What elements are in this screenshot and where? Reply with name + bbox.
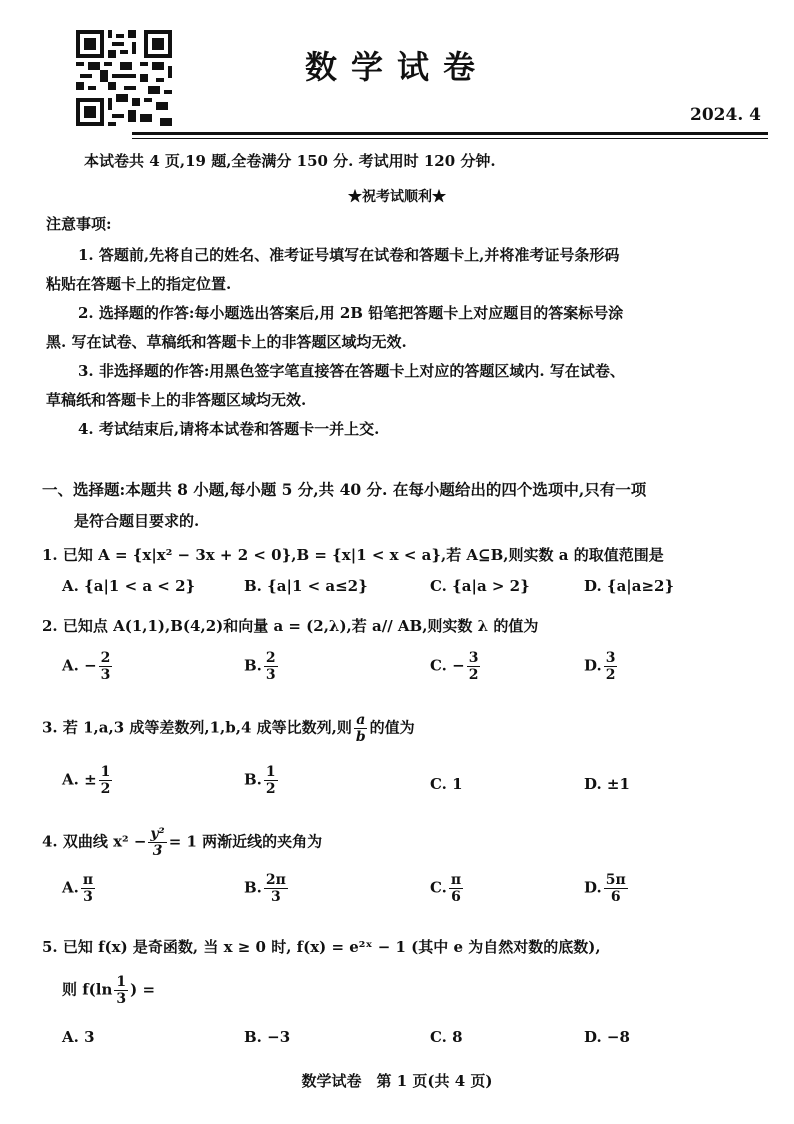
note-3-line-1: 3. 非选择题的作答:用黑色签字笔直接答在答题卡上对应的答题区域内. 写在试卷、 — [78, 362, 625, 380]
question-1-option-c: C. {a|a > 2} — [430, 577, 530, 595]
question-2-option-b: B. $\frac{2}{3}$ — [244, 650, 276, 683]
question-3-option-d: D. ±1 — [584, 775, 630, 793]
note-4: 4. 考试结束后,请将本试卷和答题卡一并上交. — [78, 420, 380, 438]
note-1-line-2: 粘贴在答题卡上的指定位置. — [46, 275, 232, 293]
question-5-stem: 5. 已知 f(x) 是奇函数, 当 x ≥ 0 时, f(x) = e²ˣ − 1 (其中 e 为自然对数的底数), — [42, 938, 601, 956]
note-3-line-2: 草稿纸和答题卡上的非答题区域均无效. — [46, 391, 307, 409]
question-2-stem: 2. 已知点 A(1,1),B(4,2)和向量 a = (2,λ),若 a// AB,则实数 λ 的值为 — [42, 617, 539, 635]
note-2-line-2: 黑. 写在试卷、草稿纸和答题卡上的非答题区域均无效. — [46, 333, 407, 351]
question-5-option-b: B. −3 — [244, 1028, 291, 1046]
section-1-heading-line-2: 是符合题目要求的. — [74, 512, 200, 530]
good-luck-wish: ★祝考试顺利★ — [348, 189, 446, 205]
question-1-option-b: B. {a|1 < a≤2} — [244, 577, 368, 595]
question-4-option-c: C. $\frac{\pi}{6}$ — [430, 872, 462, 905]
question-1-option-d: D. {a|a≥2} — [584, 577, 675, 595]
question-5-option-c: C. 8 — [430, 1028, 463, 1046]
question-2-option-c: C. − $\frac{3}{2}$ — [430, 650, 479, 683]
question-4-stem: 4. 双曲线 x² − $\frac{\text{y²}}{3}$ = 1 两渐近线的夹角为 — [42, 826, 323, 859]
question-4-option-b: B. $\frac{2\pi}{3}$ — [244, 872, 286, 905]
question-2-option-a: A. − $\frac{2}{3}$ — [62, 650, 111, 683]
question-5-stem-line-2: 则 f(ln $\frac{1}{3}$ ) = — [62, 974, 156, 1007]
question-5-option-a: A. 3 — [62, 1028, 95, 1046]
header-divider — [132, 132, 768, 139]
section-1-heading-line-1: 一、选择题:本题共 8 小题,每小题 5 分,共 40 分. 在每小题给出的四个选项中,只有一项 — [42, 480, 647, 499]
question-5-option-d: D. −8 — [584, 1028, 630, 1046]
exam-info: 本试卷共 4 页,19 题,全卷满分 150 分. 考试用时 120 分钟. — [84, 152, 496, 170]
question-1-option-a: A. {a|1 < a < 2} — [62, 577, 196, 595]
question-3-option-b: B. $\frac{1}{2}$ — [244, 764, 276, 797]
question-4-option-d: D. $\frac{5\pi}{6}$ — [584, 872, 626, 905]
question-4-option-a: A. $\frac{\pi}{3}$ — [62, 872, 94, 905]
question-3-stem: 3. 若 1,a,3 成等差数列,1,b,4 成等比数列,则 $\frac{a}{b}$ 的值为 — [42, 712, 415, 745]
question-3-option-c: C. 1 — [430, 775, 463, 793]
question-3-option-a: A. ± $\frac{1}{2}$ — [62, 764, 111, 797]
question-1-stem: 1. 已知 A = {x|x² − 3x + 2 < 0},B = {x|1 < x < a},若 A⊆B,则实数 a 的取值范围是 — [42, 546, 664, 564]
exam-date: 2024. 4 — [690, 105, 761, 125]
note-1-line-1: 1. 答题前,先将自己的姓名、准考证号填写在试卷和答题卡上,并将准考证号条形码 — [78, 246, 620, 264]
page-title: 数学试卷 — [304, 48, 489, 86]
page-footer: 数学试卷 第 1 页(共 4 页) — [301, 1072, 493, 1090]
note-2-line-1: 2. 选择题的作答:每小题选出答案后,用 2B 铅笔把答题卡上对应题目的答案标号涂 — [78, 304, 624, 322]
question-2-option-d: D. $\frac{3}{2}$ — [584, 650, 616, 683]
notes-heading: 注意事项: — [46, 215, 112, 233]
